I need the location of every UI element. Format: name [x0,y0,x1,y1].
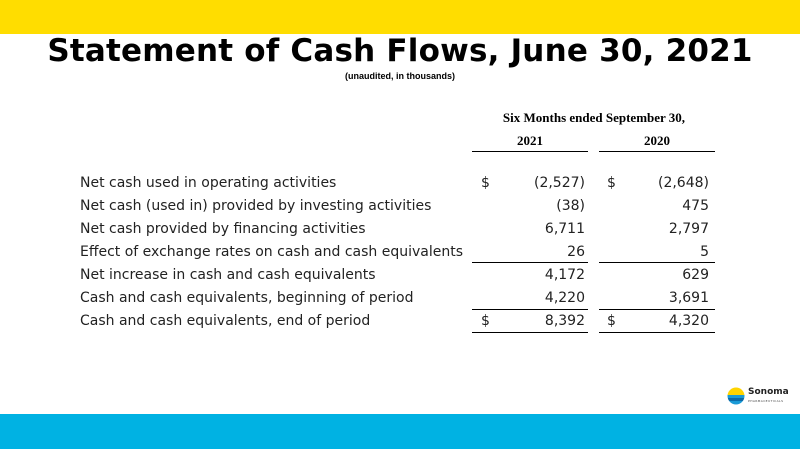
value-2021: 6,711 [544,221,585,237]
value-2020: (2,648) [657,175,709,191]
total-underline-2020 [599,332,715,333]
logo-tagline: PHARMACEUTICALS [748,399,784,403]
page-subtitle: (unaudited, in thousands) [345,71,455,81]
total-underline-2021 [472,332,588,333]
period-header: Six Months ended September 30, [502,110,686,125]
header-underline-2021 [472,151,588,152]
currency-2020: $ [607,313,616,329]
table-row-net-increase [0,264,800,286]
value-2020: 5 [700,244,709,260]
value-2020: 2,797 [668,221,709,237]
column-header-2021: 2021 [517,133,543,148]
table-row-financing [0,218,800,240]
header-underline-2020 [599,151,715,152]
bottom-accent-bar [0,414,800,449]
sun-wave-icon [727,387,745,405]
value-2021: (38) [556,198,585,214]
row-label: Cash and cash equivalents, end of period [80,313,371,329]
top-accent-bar [0,0,800,34]
currency-2021: $ [481,175,490,191]
row-label: Net cash provided by financing activities [80,221,366,237]
row-label: Cash and cash equivalents, beginning of period [80,290,414,306]
value-2021: (2,527) [533,175,585,191]
value-2020: 4,320 [668,313,709,329]
currency-2020: $ [607,175,616,191]
page-title: Statement of Cash Flows, June 30, 2021 [47,33,753,69]
table-row-operating [0,172,800,194]
table-row-investing [0,195,800,217]
value-2020: 475 [682,198,709,214]
table-row-fx-effect [0,241,800,263]
row-label: Net cash (used in) provided by investing activities [80,198,432,214]
value-2021: 4,220 [544,290,585,306]
value-2021: 8,392 [544,313,585,329]
subtotal-line-2020 [599,262,715,263]
row-label: Effect of exchange rates on cash and cash equivalents [80,244,463,260]
value-2021: 26 [567,244,585,260]
row-label: Net increase in cash and cash equivalents [80,267,376,283]
subtotal-line-2021 [472,262,588,263]
company-logo [727,384,797,408]
value-2020: 629 [682,267,709,283]
logo-wordmark: Sonoma [748,387,789,397]
table-row-end-of-period [0,310,800,332]
currency-2021: $ [481,313,490,329]
table-row-beginning [0,287,800,309]
value-2021: 4,172 [544,267,585,283]
value-2020: 3,691 [668,290,709,306]
column-header-2020: 2020 [644,133,670,148]
row-label: Net cash used in operating activities [80,175,337,191]
